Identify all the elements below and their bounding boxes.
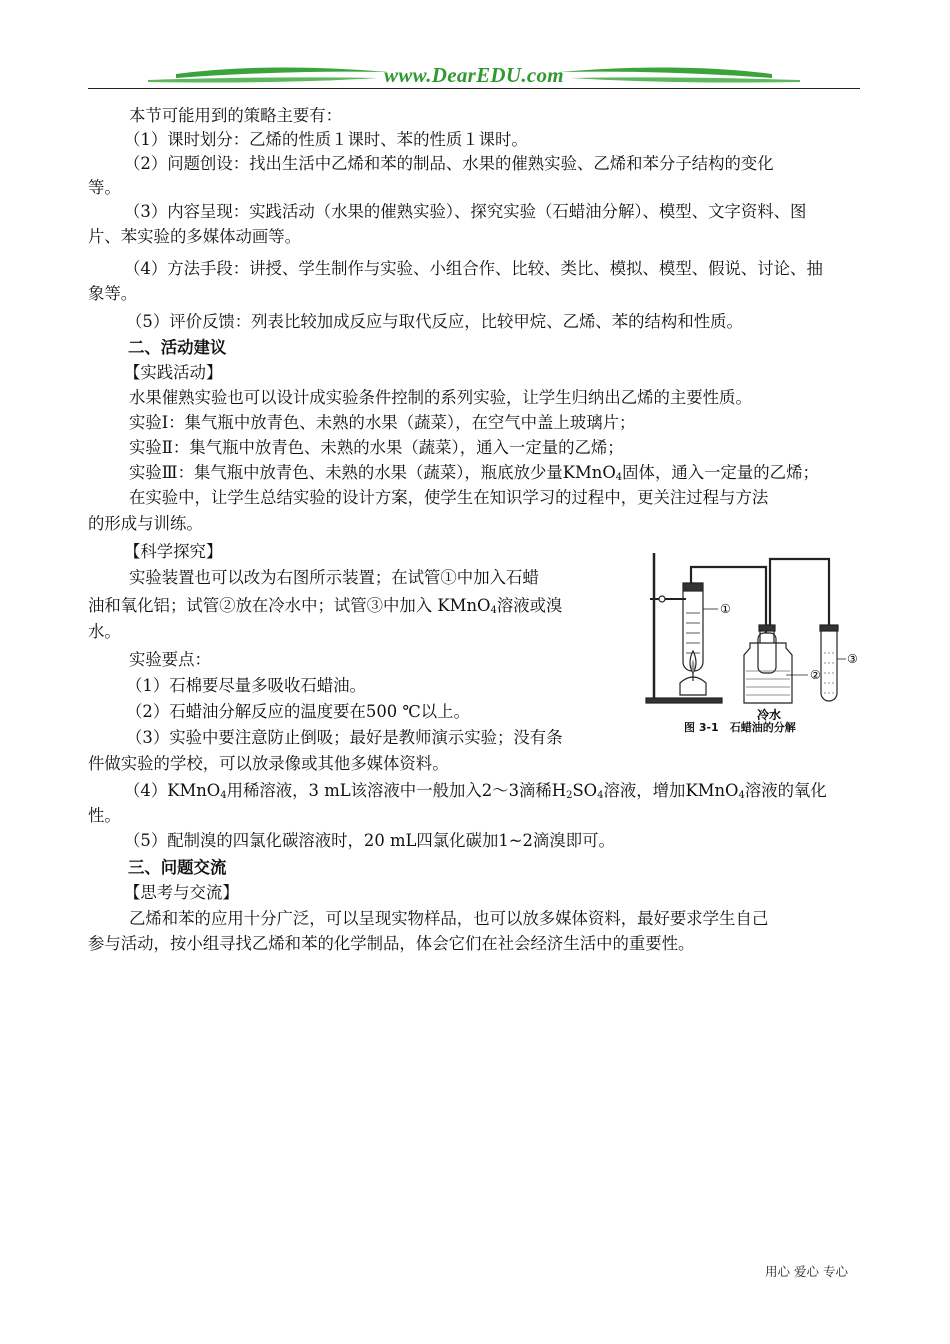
- page-footer: 用心 爱心 专心: [765, 1264, 848, 1279]
- text-line: 本节可能用到的策略主要有：: [129, 106, 343, 125]
- text-line: 参与活动，按小组寻找乙烯和苯的化学制品，体会它们在社会经济生活中的重要性。: [88, 934, 695, 953]
- text-line: 的形成与训练。: [88, 514, 203, 533]
- text-line: 性。: [88, 806, 121, 825]
- text-line: （2）石蜡油分解反应的温度要在500 ℃以上。: [126, 702, 470, 721]
- text-line: 水果催熟实验也可以设计成实验条件控制的系列实验，让学生归纳出乙烯的主要性质。: [129, 388, 752, 407]
- text-line: （3）实验中要注意防止倒吸；最好是教师演示实验；没有条: [126, 728, 563, 747]
- label-tube-1: ①: [720, 602, 731, 616]
- text-line: （4）方法手段：讲授、学生制作与实验、小组合作、比较、类比、模拟、模型、假说、讨论、抽: [124, 259, 823, 278]
- figure-caption: 图 3-1 石蜡油的分解: [684, 721, 796, 734]
- text-line: 等。: [88, 178, 121, 197]
- text-line: 油和氧化铝；试管②放在冷水中；试管③中加入 KMnO$_4$溶液或溴: [88, 596, 563, 616]
- subsection-heading: 【实践活动】: [124, 363, 223, 382]
- text-line: 片、苯实验的多媒体动画等。: [88, 227, 302, 246]
- stand-base: [646, 698, 722, 703]
- text-line: （2）问题创设：找出生活中乙烯和苯的制品、水果的催熟实验、乙烯和苯分子结构的变化: [124, 154, 774, 173]
- text-line: 在实验中，让学生总结实验的设计方案，使学生在知识学习的过程中，更关注过程与方法: [129, 488, 769, 507]
- text-line: （5）评价反馈：列表比较加成反应与取代反应，比较甲烷、乙烯、苯的结构和性质。: [126, 312, 743, 331]
- text-line: 实验装置也可以改为右图所示装置；在试管①中加入石蜡: [129, 568, 539, 587]
- text-line: 水。: [88, 622, 121, 641]
- text-line: （1）课时划分：乙烯的性质１课时、苯的性质１课时。: [124, 130, 528, 149]
- text-line: 象等。: [88, 284, 138, 303]
- label-cold-water: 冷水: [757, 708, 782, 722]
- subsection-heading: 【思考与交流】: [124, 883, 239, 902]
- text-line: （1）石棉要尽量多吸收石蜡油。: [126, 676, 366, 695]
- text-line: 乙烯和苯的应用十分广泛，可以呈现实物样品，也可以放多媒体资料，最好要求学生自己: [129, 909, 769, 928]
- text-line: （4）KMnO$_4$用稀溶液，3 mL该溶液中一般加入2～3滴稀$H_2SO_4$溶液，增加KMnO$_4$溶液的氧化: [124, 781, 827, 801]
- text-line: 件做实验的学校，可以放录像或其他多媒体资料。: [88, 754, 449, 773]
- section-heading: 二、活动建议: [128, 338, 227, 357]
- header-rule: [88, 88, 860, 89]
- site-header: [88, 58, 860, 92]
- text-line: （3）内容呈现：实践活动（水果的催熟实验）、探究实验（石蜡油分解）、模型、文字资料、图: [124, 202, 807, 221]
- label-tube-2: ②: [810, 668, 821, 682]
- section-heading: 三、问题交流: [128, 858, 227, 877]
- text-line: 实验Ⅰ：集气瓶中放青色、未熟的水果（蔬菜），在空气中盖上玻璃片；: [129, 413, 636, 432]
- subsection-heading: 【科学探究】: [124, 542, 223, 561]
- text-line: 实验要点：: [129, 650, 211, 669]
- text-line: 实验Ⅲ：集气瓶中放青色、未熟的水果（蔬菜），瓶底放少量KMnO$_4$固体，通入一定量的乙烯；: [129, 463, 819, 483]
- text-line: （5）配制溴的四氯化碳溶液时，20 mL四氯化碳加1~2滴溴即可。: [124, 831, 615, 850]
- label-tube-3: ③: [847, 652, 858, 666]
- text-line: 实验Ⅱ：集气瓶中放青色、未熟的水果（蔬菜），通入一定量的乙烯；: [129, 438, 624, 457]
- apparatus-figure: [640, 543, 865, 748]
- site-logo-text[interactable]: www.DearEDU.com: [384, 63, 564, 87]
